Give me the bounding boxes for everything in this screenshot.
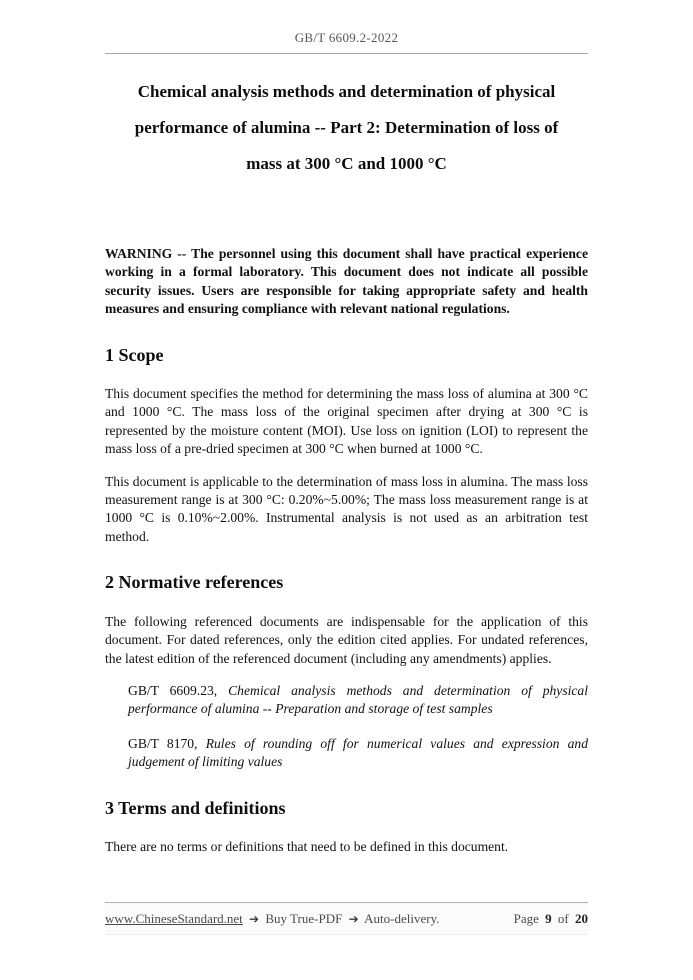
website-link[interactable]: www.ChineseStandard.net: [105, 911, 243, 926]
doc-title: [105, 74, 588, 182]
page-footer: [105, 902, 588, 935]
page-indicator: [514, 911, 588, 927]
reference-2-code: GB/T 8170,: [128, 735, 198, 751]
page-total: 20: [575, 911, 588, 926]
reference-item-2: [128, 735, 588, 772]
page-label: Page: [513, 911, 539, 926]
scope-paragraph-2: This document is applicable to the determination of mass loss in alumina. The mass loss measurement range is at 300 °C: 0.20%~5.00%; The mass loss measurement range is at 1000 °C is 0.10%~2.00%. Instrumental analysis is not used as an arbitration test method.: [105, 473, 588, 544]
page-header: [105, 0, 588, 54]
arrow-icon: ➔: [348, 912, 359, 926]
reference-item-1: [128, 682, 588, 719]
reference-1-title: Chemical analysis methods and determination of physical performance of alumina -- Preparation and storage of test samples: [128, 682, 588, 717]
page-of-label: of: [557, 911, 569, 926]
reference-2-title: Rules of rounding off for numerical values and expression and judgement of limiting values: [128, 735, 589, 770]
doc-title-line-3: mass at 300 °C and 1000 °C: [246, 154, 447, 173]
terms-paragraph: There are no terms or definitions that need to be defined in this document.: [105, 838, 509, 854]
footer-delivery-label: Auto-delivery.: [364, 911, 440, 926]
normative-intro-paragraph: The following referenced documents are indispensable for the application of this document. For dated references, only the edition cited applies. For undated references, the latest edition of the referenced document (including any amendments) applies.: [105, 613, 588, 666]
section-heading-terms: 3 Terms and definitions: [105, 797, 286, 818]
footer-left: [105, 911, 440, 927]
footer-buy-label: Buy True-PDF: [265, 911, 343, 926]
header-rule: [105, 53, 588, 54]
doc-number: GB/T 6609.2-2022: [294, 30, 399, 45]
section-heading-scope: 1 Scope: [105, 344, 164, 365]
doc-title-line-2: performance of alumina -- Part 2: Determination of loss of: [134, 118, 559, 137]
page-current: 9: [545, 911, 552, 926]
section-heading-normative-references: 2 Normative references: [105, 572, 284, 593]
reference-1-code: GB/T 6609.23,: [128, 682, 218, 698]
document-body: [105, 74, 588, 856]
doc-title-line-1: Chemical analysis methods and determination of physical: [137, 82, 556, 101]
arrow-icon: ➔: [249, 912, 260, 926]
warning-paragraph: WARNING -- The personnel using this document shall have practical experience working in a formal laboratory. This document does not indicate all possible security issues. Users are responsible for taking appropriate safety and health measures and ensuring compliance with relevant national regulations.: [105, 246, 588, 317]
scope-paragraph-1: This document specifies the method for determining the mass loss of alumina at 300 °C and 1000 °C. The mass loss of the original specimen after drying at 300 °C is represented by the moisture content (MOI). Use loss on ignition (LOI) to represent the mass loss of a pre-dried specimen at 300 °C when burned at 1000 °C.: [105, 386, 588, 457]
